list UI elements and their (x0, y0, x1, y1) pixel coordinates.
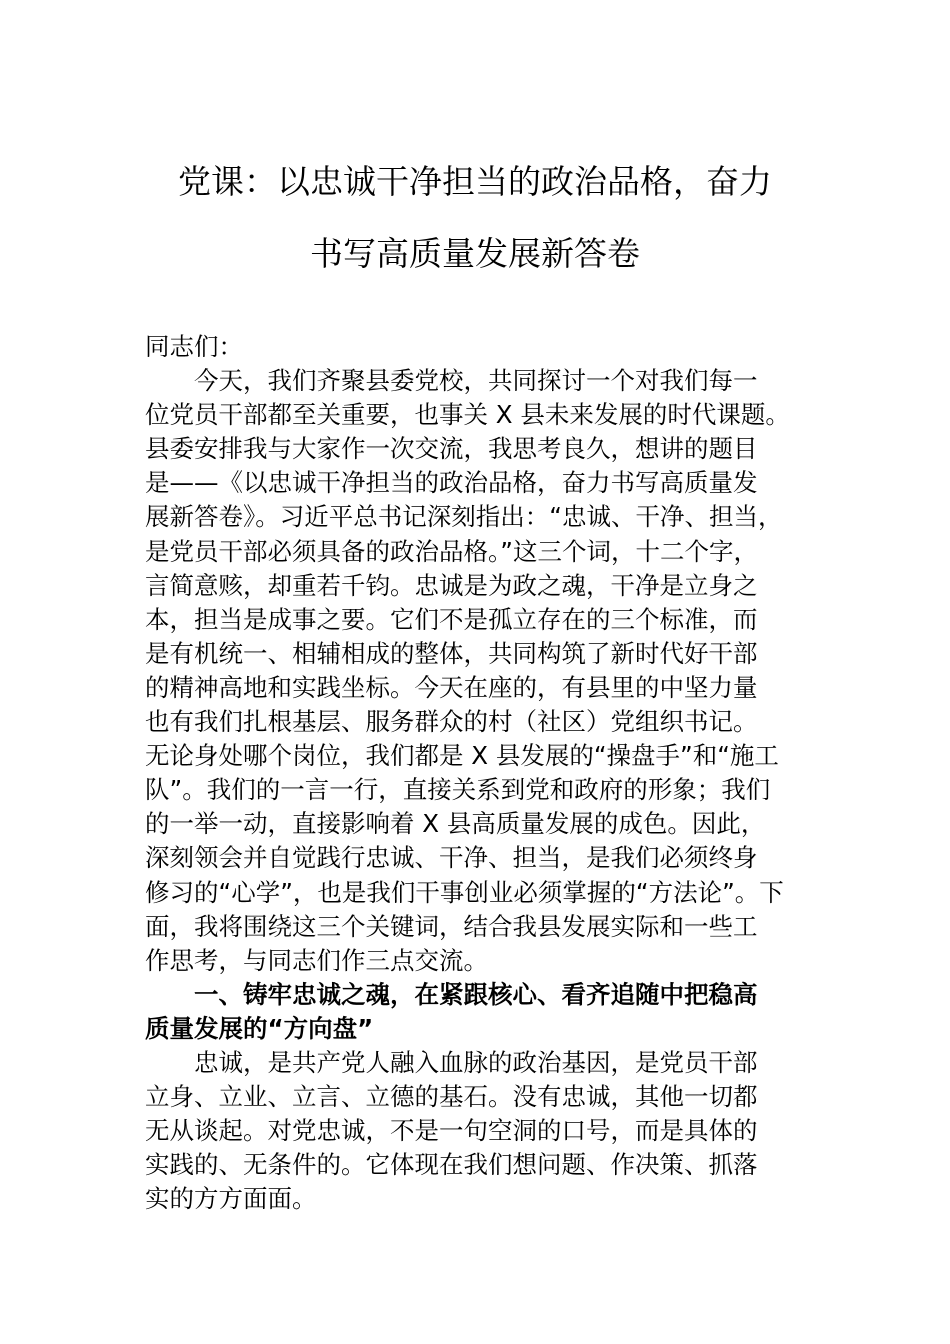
paragraph-line: 是党员干部必须具备的政治品格。”这三个词，十二个字， (145, 536, 758, 566)
paragraph-line: 展新答卷》。习近平总书记深刻指出：“忠诚、干净、担当， (145, 502, 783, 532)
paragraph-line: 实践的、无条件的。它体现在我们想问题、作决策、抓落 (145, 1150, 758, 1180)
paragraph-line: 修习的“心学”，也是我们干事创业必须掌握的“方法论”。下 (145, 877, 784, 907)
paragraph-line: 是——《以忠诚干净担当的政治品格，奋力书写高质量发 (145, 468, 758, 498)
paragraph-line: 的一举一动，直接影响着 X 县高质量发展的成色。因此， (145, 809, 766, 839)
paragraph-line: 队”。我们的一言一行，直接关系到党和政府的形象；我们 (145, 775, 771, 805)
section-heading-1: 一、铸牢忠诚之魂，在紧跟核心、看齐追随中把稳高 (194, 979, 758, 1009)
paragraph-line: 是有机统一、相辅相成的整体，共同构筑了新时代好干部 (145, 638, 758, 668)
paragraph-line: 立身、立业、立言、立德的基石。没有忠诚，其他一切都 (145, 1082, 758, 1112)
paragraph-line: 本，担当是成事之要。它们不是孤立存在的三个标准，而 (145, 604, 758, 634)
paragraph-line: 面，我将围绕这三个关键词，结合我县发展实际和一些工 (145, 911, 758, 941)
paragraph-line: 县委安排我与大家作一次交流，我思考良久，想讲的题目 (145, 434, 758, 464)
paragraph-line: 实的方方面面。 (145, 1184, 317, 1214)
paragraph-line: 的精神高地和实践坐标。今天在座的，有县里的中坚力量 (145, 672, 758, 702)
paragraph-line: 无论身处哪个岗位，我们都是 X 县发展的“操盘手”和“施工 (145, 741, 779, 771)
paragraph-line: 言简意赅，却重若千钧。忠诚是为政之魂，干净是立身之 (145, 570, 758, 600)
paragraph-line: 忠诚，是共产党人融入血脉的政治基因，是党员干部 (194, 1047, 758, 1077)
paragraph-line: 作思考，与同志们作三点交流。 (145, 945, 488, 975)
document-title (120, 162, 830, 273)
title-line-1: 党课：以忠诚干净担当的政治品格，奋力 (178, 162, 772, 201)
title-line-2: 书写高质量发展新答卷 (310, 234, 640, 273)
paragraph-line: 也有我们扎根基层、服务群众的村（社区）党组织书记。 (145, 707, 758, 737)
paragraph-line: 无从谈起。对党忠诚，不是一句空洞的口号，而是具体的 (145, 1116, 758, 1146)
paragraph-line: 今天，我们齐聚县委党校，共同探讨一个对我们每一 (194, 366, 758, 396)
paragraph-line: 位党员干部都至关重要，也事关 X 县未来发展的时代课题。 (145, 400, 790, 430)
section-heading-1-cont: 质量发展的“方向盘” (145, 1013, 374, 1043)
paragraph-line: 深刻领会并自觉践行忠诚、干净、担当，是我们必须终身 (145, 843, 758, 873)
document-body (145, 330, 825, 1216)
salutation: 同志们： (145, 332, 243, 361)
